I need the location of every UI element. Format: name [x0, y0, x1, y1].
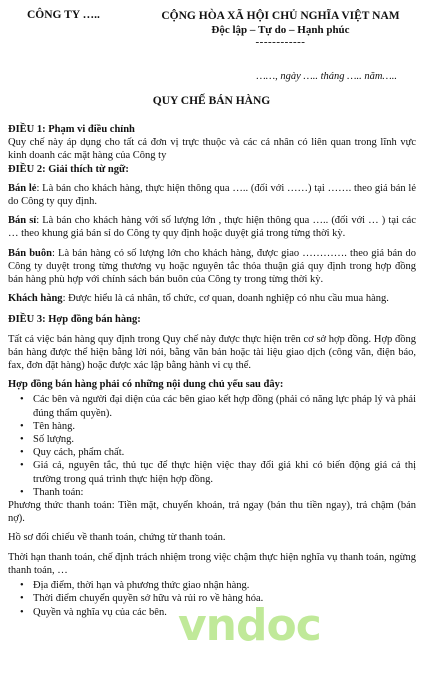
contract-contents-list: [8, 393, 416, 499]
bullet-icon: •: [20, 580, 24, 592]
definition-paragraph: [8, 214, 416, 240]
list-item: • Các bên và người đại diện của các bên giao kết hợp đồng (phải có năng lực pháp lý và phải đúng thẩm quyền).: [20, 394, 416, 419]
list-item: • Quy cách, phẩm chất.: [20, 447, 125, 459]
bullet-icon: •: [20, 434, 24, 446]
definition-term: Khách hàng: [8, 293, 63, 305]
article-1-heading: ĐIỀU 1: Phạm vi điều chỉnh: [8, 124, 135, 135]
bullet-icon: •: [20, 447, 24, 459]
document-title: QUY CHẾ BÁN HÀNG: [152, 95, 271, 107]
document-body: [8, 123, 416, 619]
article-3-intro: Tất cả việc bán hàng quy định trong Quy chế này được thực hiện trên cơ sở hợp đồng. Hợp đồng bán hàng được thể hiện bằng lời nói, bằng văn bản hoặc tài liệu giao dịch (công văn, điện báo, fax, đơn đặt hàng) hoặc được xác lập bằng hành vi cụ thể.: [8, 333, 416, 372]
article-2-heading: ĐIỀU 2: Giải thích từ ngữ:: [8, 163, 129, 175]
definition-paragraph: [8, 247, 416, 287]
bullet-icon: •: [20, 394, 24, 406]
bullet-icon: •: [20, 420, 24, 432]
national-motto: Độc lập – Tự do – Hạnh phúc: [211, 24, 350, 36]
payment-reconciliation: Hồ sơ đối chiếu về thanh toán, chứng từ thanh toán.: [8, 532, 226, 544]
list-item: • Số lượng.: [20, 434, 75, 446]
national-header: [138, 9, 423, 47]
definition-text: : Được hiểu là cá nhân, tổ chức, cơ quan, doanh nghiệp có nhu cầu mua hàng.: [62, 293, 389, 305]
bullet-icon: •: [20, 460, 24, 472]
definition-paragraph: [8, 292, 416, 305]
definition-term: Bán lẻ: [8, 182, 37, 194]
article-3-heading: ĐIỀU 3: Hợp đồng bán hàng:: [8, 314, 141, 326]
list-item: • Thanh toán:: [20, 486, 84, 498]
header-rule: ------------: [255, 36, 306, 48]
republic-title: CỘNG HÒA XÃ HỘI CHỦ NGHĨA VIỆT NAM: [161, 10, 400, 22]
contract-contents-list-continued: [8, 579, 416, 619]
list-item: • Tên hàng.: [20, 420, 75, 432]
bullet-icon: •: [20, 486, 24, 498]
definition-paragraph: [8, 182, 416, 208]
article-1-text: Quy chế này áp dụng cho tất cả đơn vị trực thuộc và các cá nhân có liên quan trong lĩnh vực kinh doanh các mặt hàng của Công ty: [8, 137, 416, 162]
list-item: • Giá cả, nguyên tắc, thủ tục để thực hiện việc thay đổi giá khi có biến động giá cả thị trường trong quá trình thực hiện hợp đồng.: [20, 460, 416, 485]
definition-text: : Là bán cho khách hàng với số lượng lớn , thực hiện thông qua ….. (đối với … ) tại các … theo khung giá bán sỉ do Công ty quy định hoặc duyệt giá trong từng thời kỳ.: [8, 215, 416, 240]
payment-methods: Phương thức thanh toán: Tiền mặt, chuyển khoản, trả ngay (bán thu tiền ngay), trả chậm (bán nợ).: [8, 500, 416, 525]
definition-text: : Là bán cho khách hàng, thực hiện thông qua ….. (đối với ……) tại ……. theo giá bán lẻ do Công ty quy định.: [8, 182, 416, 208]
bullet-icon: •: [20, 593, 24, 605]
list-item: • Địa điểm, thời hạn và phương thức giao nhận hàng.: [20, 580, 250, 592]
definition-text: : Là bán hàng có số lượng lớn cho khách hàng, được giao …………. theo giá bán do Công ty duyệt trong từng thương vụ hoặc nguyên tắc thỏa thuận giá quy định trong hợp đồng bán hàng phù hợp với chính sách bán buôn của Công ty trong từng thời kỳ.: [8, 247, 416, 286]
payment-deadline: Thời hạn thanh toán, chế định trách nhiệm trong việc chậm thực hiện nghĩa vụ thanh toán, ngừng thanh toán, …: [8, 551, 416, 576]
company-name: CÔNG TY …..: [27, 9, 100, 21]
date-line: ……, ngày ….. tháng ….. năm…..: [256, 71, 397, 82]
vndoc-watermark: vndoc: [178, 600, 321, 651]
article-3-subheading: Hợp đồng bán hàng phải có những nội dung chủ yếu sau đây:: [8, 379, 284, 391]
list-item: • Thời điểm chuyển quyền sở hữu và rủi ro về hàng hóa.: [20, 593, 264, 605]
list-item: • Quyền và nghĩa vụ của các bên.: [20, 606, 167, 618]
definition-term: Bán buôn: [8, 247, 52, 259]
bullet-icon: •: [20, 606, 24, 618]
definition-term: Bán sỉ: [8, 215, 37, 227]
